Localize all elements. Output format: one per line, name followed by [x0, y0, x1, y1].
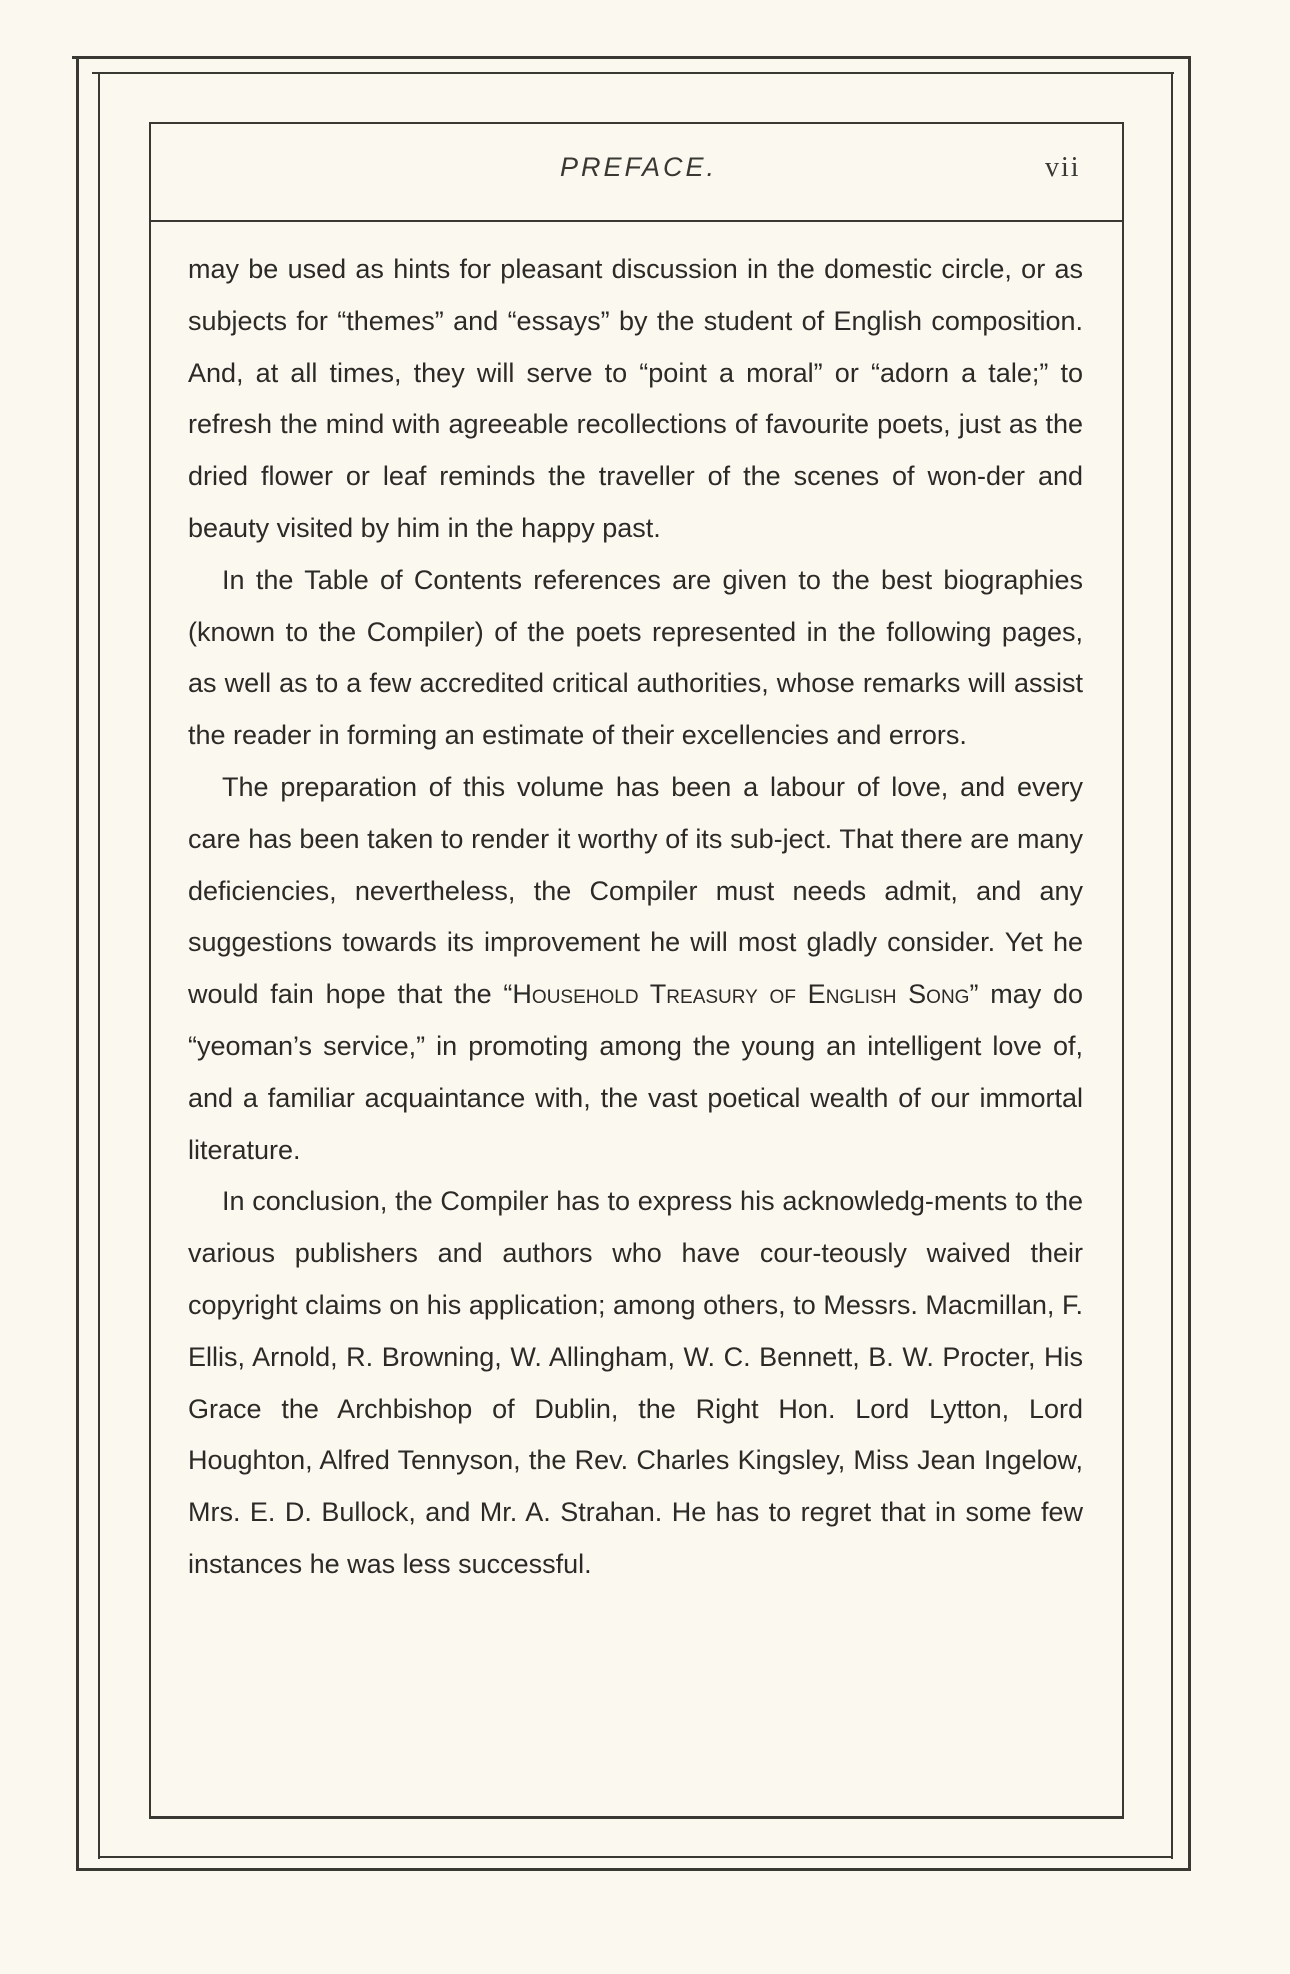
inner-frame-left	[149, 122, 151, 1818]
outer-frame-bottom-inner	[98, 1856, 1173, 1858]
paragraph-preparation-end: ” may do “yeoman’s service,” in promoting among the young an intelligent love of, and a familiar acquaintance with, the vast poetical wealth of our immortal literature.	[188, 979, 1083, 1165]
running-title: PREFACE.	[560, 152, 718, 182]
outer-frame-left-inner	[98, 72, 100, 1859]
body-text	[188, 244, 1083, 1591]
outer-frame-right-inner	[1171, 72, 1173, 1859]
outer-frame-bottom	[76, 1868, 1190, 1871]
inner-frame-bottom	[149, 1816, 1124, 1819]
page-number: vii	[1045, 152, 1081, 183]
paragraph-table-of-contents: In the Table of Contents references are given to the best biographies (known to the Compiler) of the poets represented in the following pages, as well as to a few accredited critical authorities, whose remarks will assist the reader in forming an estimate of their excellencies and errors.	[188, 564, 1083, 751]
outer-frame-left	[76, 56, 79, 1871]
paragraph-preparation-start: The preparation of this volume has been a labour of love, and every care has been taken to render it worthy of its sub-ject. That there are many deficiencies, nevertheless, the Compiler must needs admit, and any suggestions towards its improvement he will most gladly consider. Yet he would fain hope that the “	[188, 771, 1083, 1010]
outer-frame-top-inner	[92, 72, 1174, 74]
header-separator	[149, 220, 1124, 222]
paragraph-preparation	[188, 762, 1083, 1176]
inner-frame-top	[149, 122, 1124, 124]
outer-frame-right	[1188, 56, 1191, 1871]
outer-frame-top	[72, 56, 1190, 59]
paragraph-acknowledgments: In conclusion, the Compiler has to express his acknowledg-ments to the various publishers and authors who have cour-teously waived their copyright claims on his application; among others, to Messrs. Macmillan, F. Ellis, Arnold, R. Browning, W. Allingham, W. C. Bennett, B. W. Procter, His Grace the Archbishop of Dublin, the Right Hon. Lord Lytton, Lord Houghton, Alfred Tennyson, the Rev. Charles Kingsley, Miss Jean Ingelow, Mrs. E. D. Bullock, and Mr. A. Strahan. He has to regret that in some few instances he was less successful.	[188, 1186, 1083, 1579]
book-title-smallcaps: Household Treasury of English Song	[512, 979, 970, 1010]
paragraph-continuation: may be used as hints for pleasant discussion in the domestic circle, or as subjects for “themes” and “essays” by the student of English composition. And, at all times, they will serve to “point a moral” or “adorn a tale;” to refresh the mind with agreeable recollections of favourite poets, just as the dried flower or leaf reminds the traveller of the scenes of won-der and beauty visited by him in the happy past.	[188, 254, 1083, 543]
inner-frame-right	[1122, 122, 1124, 1818]
